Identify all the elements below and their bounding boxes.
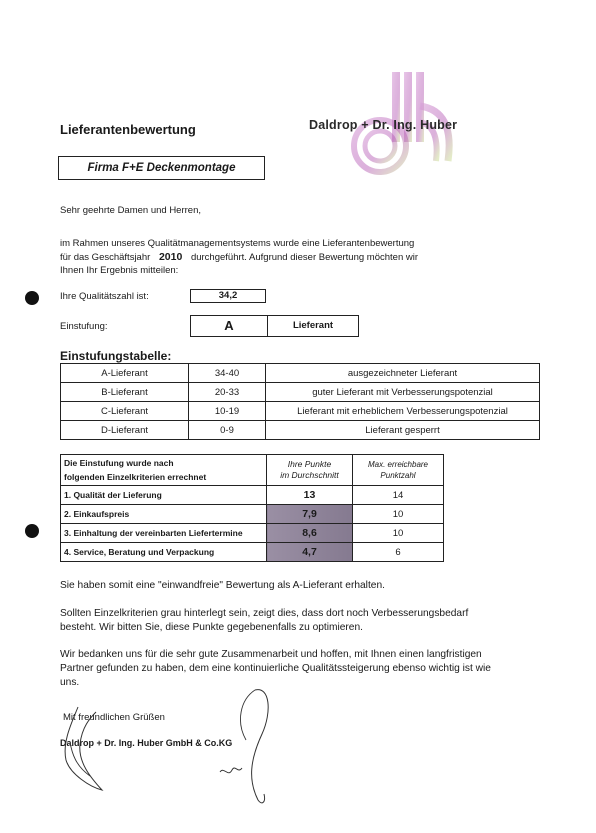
improvement-line-2: besteht. Wir bitten Sie, diese Punkte gegebenenfalls zu optimieren. bbox=[60, 622, 363, 633]
punch-hole-bottom bbox=[25, 524, 39, 538]
score-value: 34,2 bbox=[190, 289, 266, 303]
classification-label: Einstufung: bbox=[60, 321, 108, 332]
salutation: Sehr geehrte Damen und Herren, bbox=[60, 205, 201, 216]
fiscal-year: 2010 bbox=[158, 250, 183, 263]
criteria-header bbox=[61, 455, 267, 486]
table-row bbox=[61, 364, 540, 383]
table-row bbox=[61, 383, 540, 402]
improvement-line-1: Sollten Einzelkriterien grau hinterlegt sein, zeigt dies, dass dort noch Verbesserungsbedarf bbox=[60, 608, 469, 619]
intro-line-1: im Rahmen unseres Qualitätmanagementsystems wurde eine Lieferantenbewertung bbox=[60, 238, 415, 249]
table-row bbox=[61, 543, 444, 562]
result-paragraph: Sie haben somit eine "einwandfreie" Bewertung als A-Lieferant erhalten. bbox=[60, 580, 385, 591]
company-logo-text: Daldrop + Dr. Ing. Huber bbox=[309, 118, 458, 132]
thanks-line-2: Partner gefunden zu haben, dem eine kontinuierliche Qualitätssteigerung ebenso wichtig ist wie bbox=[60, 663, 491, 674]
thanks-line-3: uns. bbox=[60, 677, 80, 688]
description-cell: Lieferant mit erheblichem Verbesserungspotenzial bbox=[266, 402, 540, 421]
intro-line-2-start: für das Geschäftsjahr bbox=[60, 251, 151, 263]
range-cell: 20-33 bbox=[189, 383, 266, 402]
points-header-line-1: Ihre Punkte bbox=[287, 459, 332, 469]
criterion-max: 10 bbox=[353, 505, 444, 524]
classification-table bbox=[60, 363, 540, 440]
classification-type: Lieferant bbox=[292, 320, 334, 331]
criteria-table bbox=[60, 454, 444, 562]
closing-greeting: Mit freundlichen Grüßen bbox=[63, 712, 165, 723]
description-cell: guter Lieferant mit Verbesserungspotenzial bbox=[266, 383, 540, 402]
max-header-line-1: Max. erreichbare bbox=[367, 460, 429, 469]
signature-company: Daldrop + Dr. Ing. Huber GmbH & Co.KG bbox=[60, 738, 233, 748]
intro-line-2-end: durchgeführt. Aufgrund dieser Bewertung möchten wir bbox=[190, 251, 419, 263]
description-cell: Lieferant gesperrt bbox=[266, 421, 540, 440]
criteria-header-row bbox=[61, 455, 444, 486]
criterion-name: 3. Einhaltung der vereinbarten Liefertermine bbox=[61, 524, 267, 543]
range-cell: 34-40 bbox=[189, 364, 266, 383]
improvement-paragraph bbox=[60, 607, 540, 635]
criterion-name: 4. Service, Beratung und Verpackung bbox=[61, 543, 267, 562]
criterion-points: 8,6 bbox=[267, 524, 353, 543]
table-row bbox=[61, 505, 444, 524]
criterion-name: 1. Qualität der Lieferung bbox=[61, 486, 267, 505]
class-cell: C-Lieferant bbox=[61, 402, 189, 421]
class-cell: A-Lieferant bbox=[61, 364, 189, 383]
table-row bbox=[61, 402, 540, 421]
range-cell: 10-19 bbox=[189, 402, 266, 421]
class-cell: D-Lieferant bbox=[61, 421, 189, 440]
criterion-max: 6 bbox=[353, 543, 444, 562]
criterion-points: 13 bbox=[267, 486, 353, 505]
criteria-header-line-1: Die Einstufung wurde nach bbox=[64, 458, 174, 468]
document-title: Lieferantenbewertung bbox=[60, 122, 196, 137]
supplier-name-box: Firma F+E Deckenmontage bbox=[58, 156, 265, 180]
criterion-max: 14 bbox=[353, 486, 444, 505]
classification-box bbox=[190, 315, 359, 337]
intro-line-3: Ihnen Ihr Ergebnis mitteilen: bbox=[60, 265, 179, 276]
score-label: Ihre Qualitätszahl ist: bbox=[60, 291, 149, 302]
criterion-name: 2. Einkaufspreis bbox=[61, 505, 267, 524]
thanks-line-1: Wir bedanken uns für die sehr gute Zusammenarbeit und hoffen, mit Ihnen einen langfristigen bbox=[60, 649, 482, 660]
criterion-points: 7,9 bbox=[267, 505, 353, 524]
criterion-points: 4,7 bbox=[267, 543, 353, 562]
table-row bbox=[61, 524, 444, 543]
classification-table-heading: Einstufungstabelle: bbox=[60, 349, 172, 363]
signature-scribble-icon bbox=[50, 682, 290, 812]
punch-hole-top bbox=[25, 291, 39, 305]
max-header bbox=[353, 455, 444, 486]
range-cell: 0-9 bbox=[189, 421, 266, 440]
table-row bbox=[61, 486, 444, 505]
points-header bbox=[267, 455, 353, 486]
description-cell: ausgezeichneter Lieferant bbox=[266, 364, 540, 383]
class-cell: B-Lieferant bbox=[61, 383, 189, 402]
criteria-header-line-2: folgenden Einzelkriterien errechnet bbox=[64, 472, 207, 482]
points-header-line-2: im Durchschnitt bbox=[280, 470, 339, 480]
criterion-max: 10 bbox=[353, 524, 444, 543]
classification-grade: A bbox=[191, 316, 268, 336]
intro-line-2 bbox=[60, 251, 480, 265]
intro-paragraph bbox=[60, 237, 480, 278]
table-row bbox=[61, 421, 540, 440]
max-header-line-2: Punktzahl bbox=[380, 471, 416, 480]
